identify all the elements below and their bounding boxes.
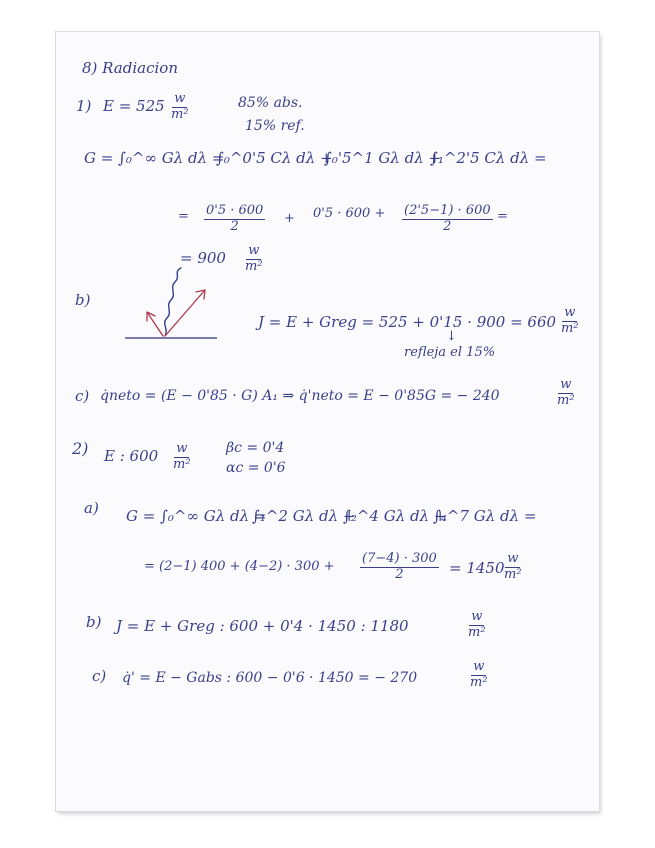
- incident-arrow: [165, 290, 205, 336]
- p1-E-value: E = 525: [103, 97, 165, 115]
- p2-c-units: [468, 660, 490, 691]
- p2-G-term2: ∫₂^4 Gλ dλ +: [343, 507, 447, 525]
- p2-label: 2): [72, 439, 89, 458]
- units-denominator: m²: [173, 456, 191, 472]
- p1-c-units: [555, 378, 577, 409]
- emitted-wave: [165, 268, 181, 336]
- p2-a-label: a): [84, 499, 99, 517]
- frac1-num: 0'5 · 600: [206, 203, 264, 218]
- p1-b-label: b): [75, 291, 91, 309]
- p2-line2-result: = 1450: [449, 559, 505, 577]
- p1-G-term2: ∫₀'5^1 Gλ dλ +: [324, 149, 442, 167]
- units-denominator: m²: [245, 258, 263, 274]
- frac-num: (7−4) · 300: [362, 551, 437, 566]
- p1-step-term2: 0'5 · 600 +: [313, 206, 386, 221]
- p2-G-term1: ∫₁^2 Gλ dλ +: [252, 507, 356, 525]
- p2-b-units: [466, 610, 488, 641]
- p1-J-equation: J = E + Greg = 525 + 0'15 · 900 = 660: [258, 313, 557, 331]
- units-denominator: m²: [468, 624, 486, 640]
- p1-absorbed: 85% abs.: [238, 95, 303, 111]
- p1-G-term3: ∫₁^2'5 Cλ dλ =: [430, 149, 547, 167]
- units-numerator: w: [564, 305, 576, 320]
- units-denominator: m²: [557, 392, 575, 408]
- p1-c-equation: q̇neto = (E − 0'85 · G) A₁ ⇒ q̇'neto = E − 0'85G = − 240: [100, 388, 500, 404]
- p1-down-arrow: ↓: [446, 329, 457, 344]
- p1-G-result-units: [243, 244, 265, 275]
- p1-step-frac1: [204, 204, 265, 235]
- p1-c-label: c): [75, 387, 90, 405]
- page-title: 8) Radiacion: [82, 59, 178, 77]
- radiation-diagram: [125, 268, 225, 343]
- units-numerator: w: [471, 609, 483, 624]
- p2-beta: βc = 0'4: [226, 440, 285, 456]
- p1-G-term1: ∫₀^0'5 Cλ dλ +: [216, 149, 333, 167]
- units-numerator: w: [473, 659, 485, 674]
- p2-b-label: b): [86, 613, 102, 631]
- p2-G-term3: ∫₄^7 Gλ dλ =: [433, 507, 537, 525]
- frac3-num: (2'5−1) · 600: [404, 203, 491, 218]
- units-denominator: m²: [561, 320, 579, 336]
- p2-alpha: αc = 0'6: [226, 460, 286, 476]
- p2-E-units: [171, 442, 193, 473]
- p1-G-result: = 900: [180, 249, 226, 267]
- p1-label: 1): [76, 97, 92, 115]
- p2-b-equation: J = E + Greg : 600 + 0'4 · 1450 : 1180: [116, 617, 409, 635]
- p2-line2-frac: [360, 552, 439, 583]
- units-numerator: w: [507, 551, 519, 566]
- p2-G-lhs: G = ∫₀^∞ Gλ dλ =: [126, 507, 267, 525]
- p1-J-units: [559, 306, 581, 337]
- units-numerator: w: [176, 441, 188, 456]
- frac-den: 2: [395, 566, 404, 582]
- frac3-den: 2: [443, 218, 452, 234]
- p2-line2-units: [502, 552, 524, 583]
- p1-G-lhs: G = ∫₀^∞ Gλ dλ =: [84, 149, 225, 167]
- p1-step-eq: =: [178, 209, 189, 224]
- p1-reflected: 15% ref.: [245, 118, 305, 134]
- units-denominator: m²: [470, 674, 488, 690]
- units-numerator: w: [560, 377, 572, 392]
- units-numerator: w: [248, 243, 260, 258]
- p1-reflect-note: refleja el 15%: [404, 345, 496, 360]
- p2-E-value: E : 600: [104, 447, 159, 465]
- p1-E-units: [169, 92, 191, 123]
- units-denominator: m²: [504, 566, 522, 582]
- p2-line2-a: = (2−1) 400 + (4−2) · 300 +: [144, 559, 335, 574]
- p1-step-frac3: [402, 204, 493, 235]
- p1-step-plus: +: [284, 211, 295, 226]
- units-numerator: w: [174, 91, 186, 106]
- p1-step-end-eq: =: [497, 209, 508, 224]
- units-denominator: m²: [171, 106, 189, 122]
- reflected-arrow: [147, 312, 163, 336]
- p2-c-equation: q̇' = E − Gabs : 600 − 0'6 · 1450 = − 270: [122, 670, 418, 686]
- frac1-den: 2: [230, 218, 239, 234]
- p2-c-label: c): [92, 667, 107, 685]
